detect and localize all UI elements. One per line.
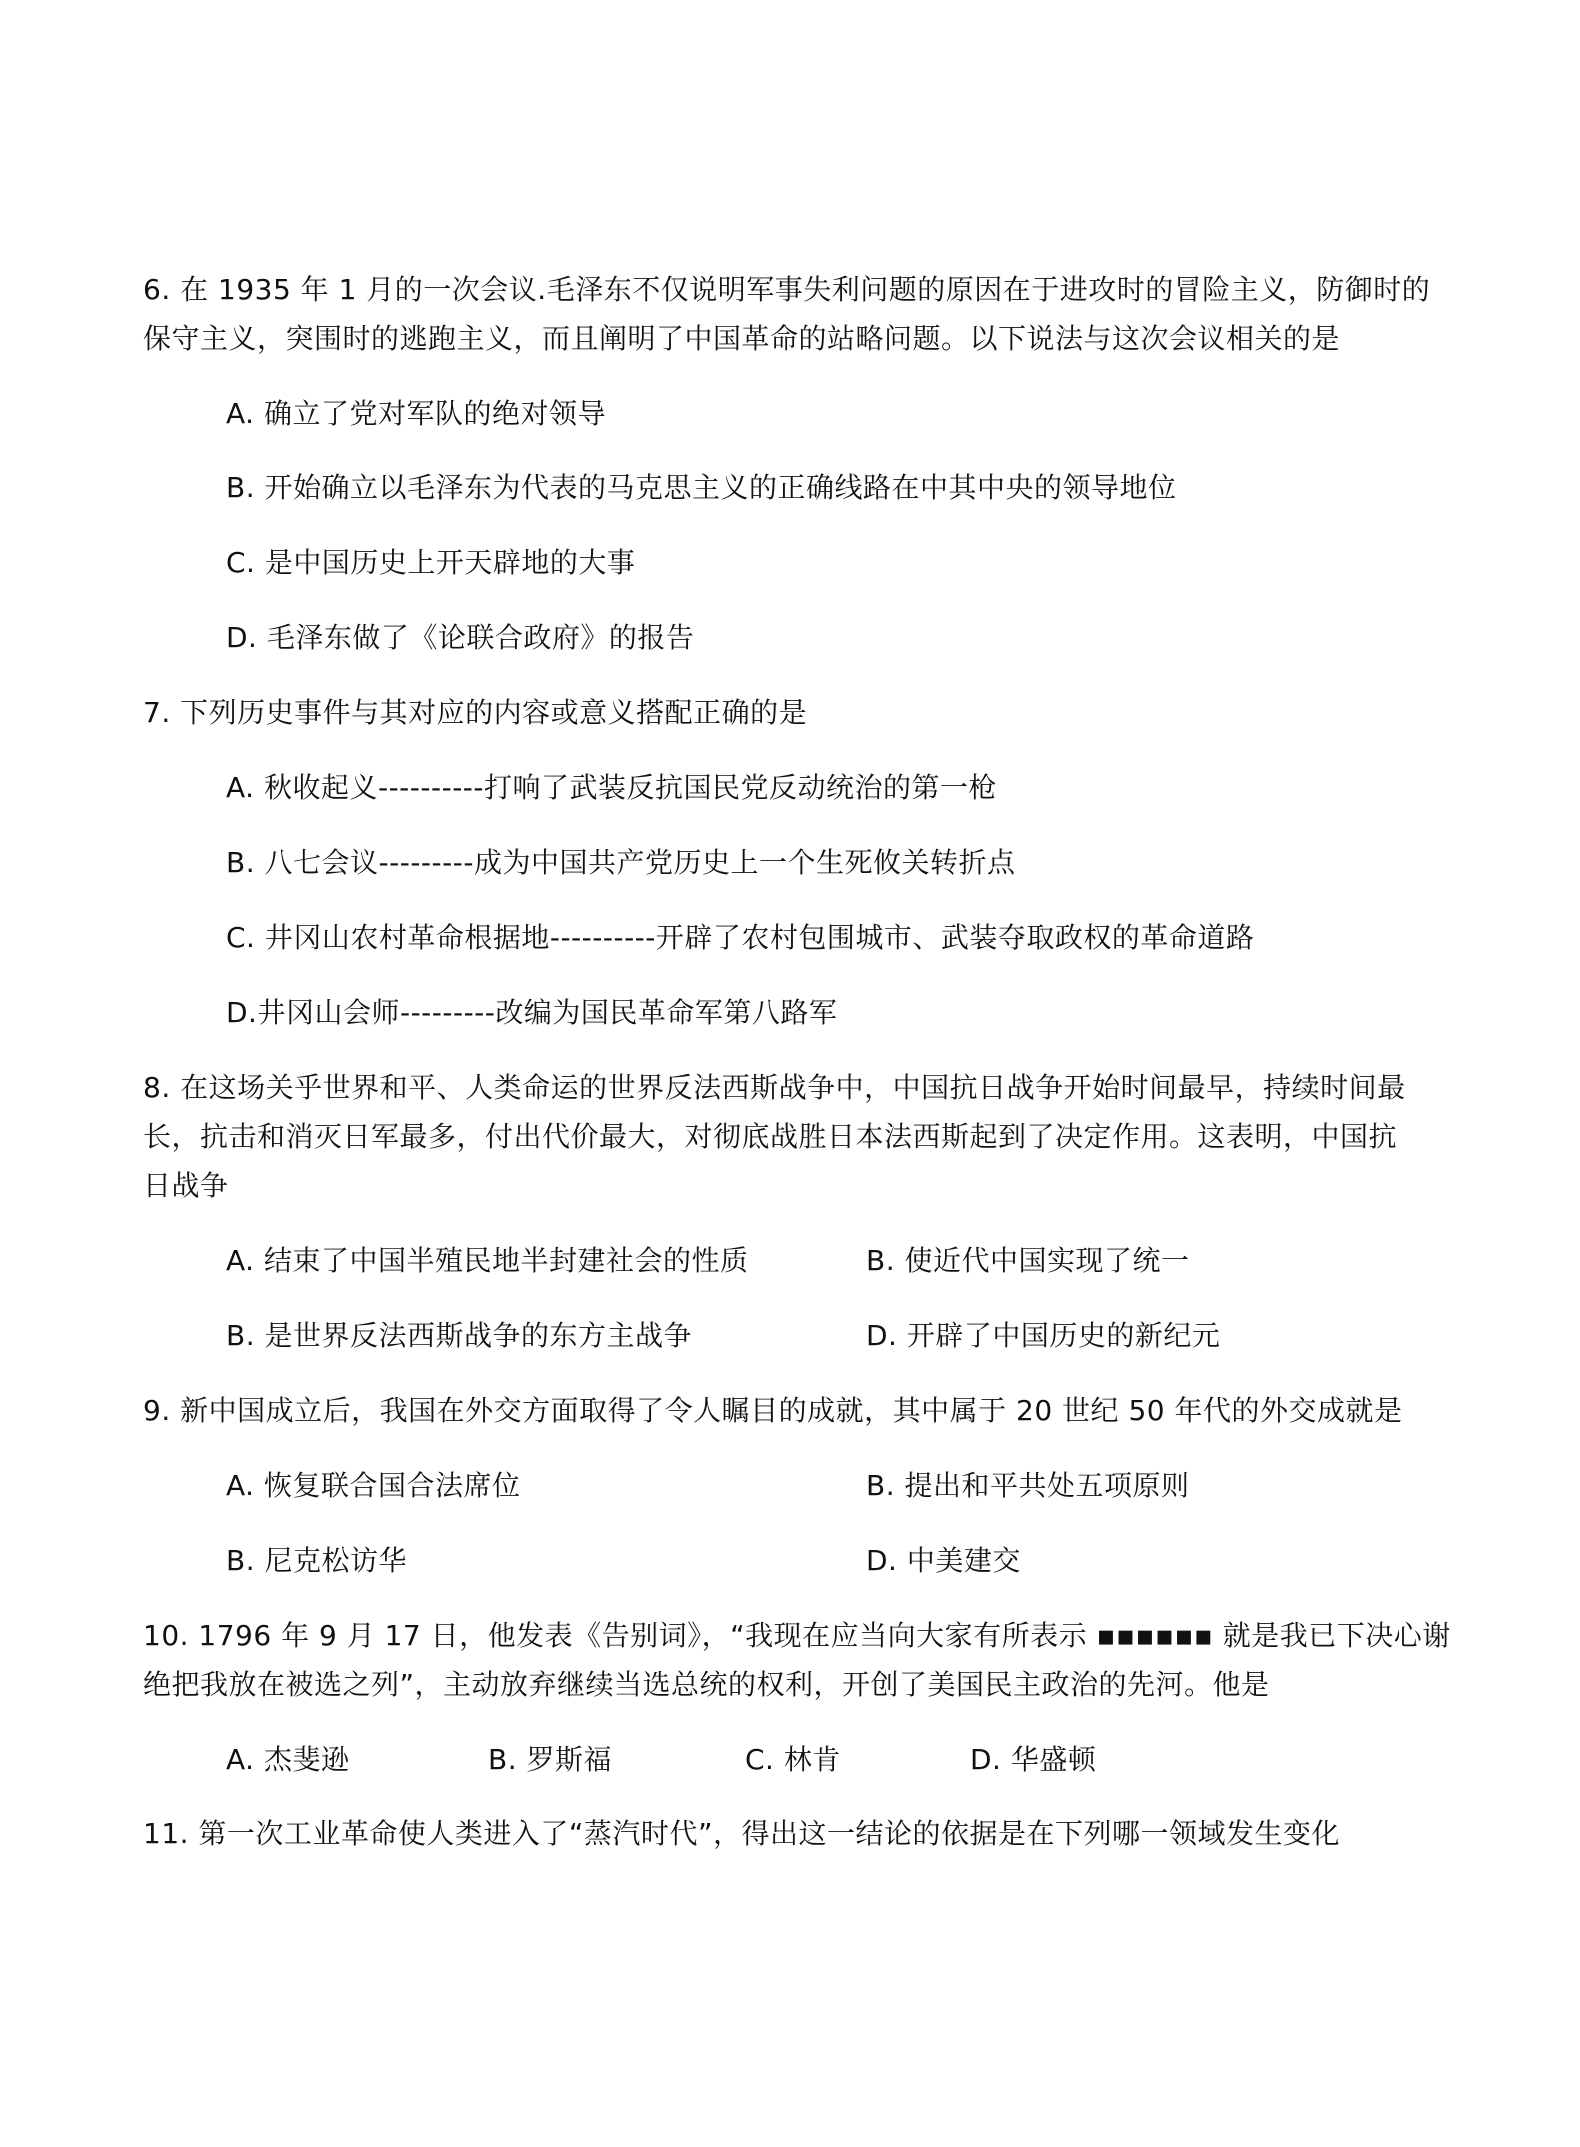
question-7-option-a: A. 秋收起义----------打响了武装反抗国民党反动统治的第一枪	[226, 771, 998, 804]
question-9-option-a: A. 恢复联合国合法席位	[226, 1469, 521, 1502]
question-6-option-c: C. 是中国历史上开天辟地的大事	[226, 546, 636, 579]
question-6-stem-line-1: 6. 在 1935 年 1 月的一次会议.毛泽东不仅说明军事失利问题的原因在于进攻时的冒险主义，防御时的	[143, 273, 1431, 306]
question-7-option-d: D.井冈山会师---------改编为国民革命军第八路军	[226, 996, 838, 1029]
question-8-option-a: A. 结束了中国半殖民地半封建社会的性质	[226, 1244, 749, 1277]
question-10-option-c: C. 林肯	[745, 1743, 841, 1776]
question-6-stem-line-2: 保守主义，突围时的逃跑主义，而且阐明了中国革命的站略问题。以下说法与这次会议相关的是	[143, 322, 1341, 355]
question-7-stem-line-1: 7. 下列历史事件与其对应的内容或意义搭配正确的是	[143, 696, 808, 729]
question-6-option-d: D. 毛泽东做了《论联合政府》的报告	[226, 621, 695, 654]
question-7-option-b: B. 八七会议---------成为中国共产党历史上一个生死攸关转折点	[226, 846, 1016, 879]
question-6-option-a: A. 确立了党对军队的绝对领导	[226, 397, 606, 430]
question-9-stem-line-1: 9. 新中国成立后，我国在外交方面取得了令人瞩目的成就，其中属于 20 世纪 50 年代的外交成就是	[143, 1394, 1403, 1427]
question-10-option-a: A. 杰斐逊	[226, 1743, 350, 1776]
question-6-option-b: B. 开始确立以毛泽东为代表的马克思主义的正确线路在中其中央的领导地位	[226, 471, 1177, 504]
question-7-option-c: C. 井冈山农村革命根据地----------开辟了农村包围城市、武装夺取政权的革命道路	[226, 921, 1255, 954]
question-8-option-d: D. 开辟了中国历史的新纪元	[866, 1319, 1221, 1352]
question-11-stem-line-1: 11. 第一次工业革命使人类进入了“蒸汽时代”，得出这一结论的依据是在下列哪一领域发生变化	[143, 1817, 1340, 1850]
question-10-option-d: D. 华盛顿	[970, 1743, 1097, 1776]
question-8-option-c: B. 是世界反法西斯战争的东方主战争	[226, 1319, 693, 1352]
question-8-option-b: B. 使近代中国实现了统一	[866, 1244, 1190, 1277]
question-8-stem-line-2: 长，抗击和消灭日军最多，付出代价最大，对彻底战胜日本法西斯起到了决定作用。这表明，中国抗	[143, 1120, 1398, 1153]
question-10-stem-line-1: 10. 1796 年 9 月 17 日，他发表《告别词》，“我现在应当向大家有所表示 ▪▪▪▪▪▪ 就是我已下决心谢	[143, 1619, 1451, 1652]
question-9-option-b: B. 提出和平共处五项原则	[866, 1469, 1190, 1502]
question-9-option-d: D. 中美建交	[866, 1544, 1021, 1577]
question-8-stem-line-3: 日战争	[143, 1169, 229, 1202]
question-10-option-b: B. 罗斯福	[488, 1743, 613, 1776]
question-10-stem-line-2: 绝把我放在被选之列”，主动放弃继续当选总统的权利，开创了美国民主政治的先河。他是	[143, 1668, 1270, 1701]
question-8-stem-line-1: 8. 在这场关乎世界和平、人类命运的世界反法西斯战争中，中国抗日战争开始时间最早，持续时间最	[143, 1071, 1406, 1104]
question-9-option-c: B. 尼克松访华	[226, 1544, 408, 1577]
